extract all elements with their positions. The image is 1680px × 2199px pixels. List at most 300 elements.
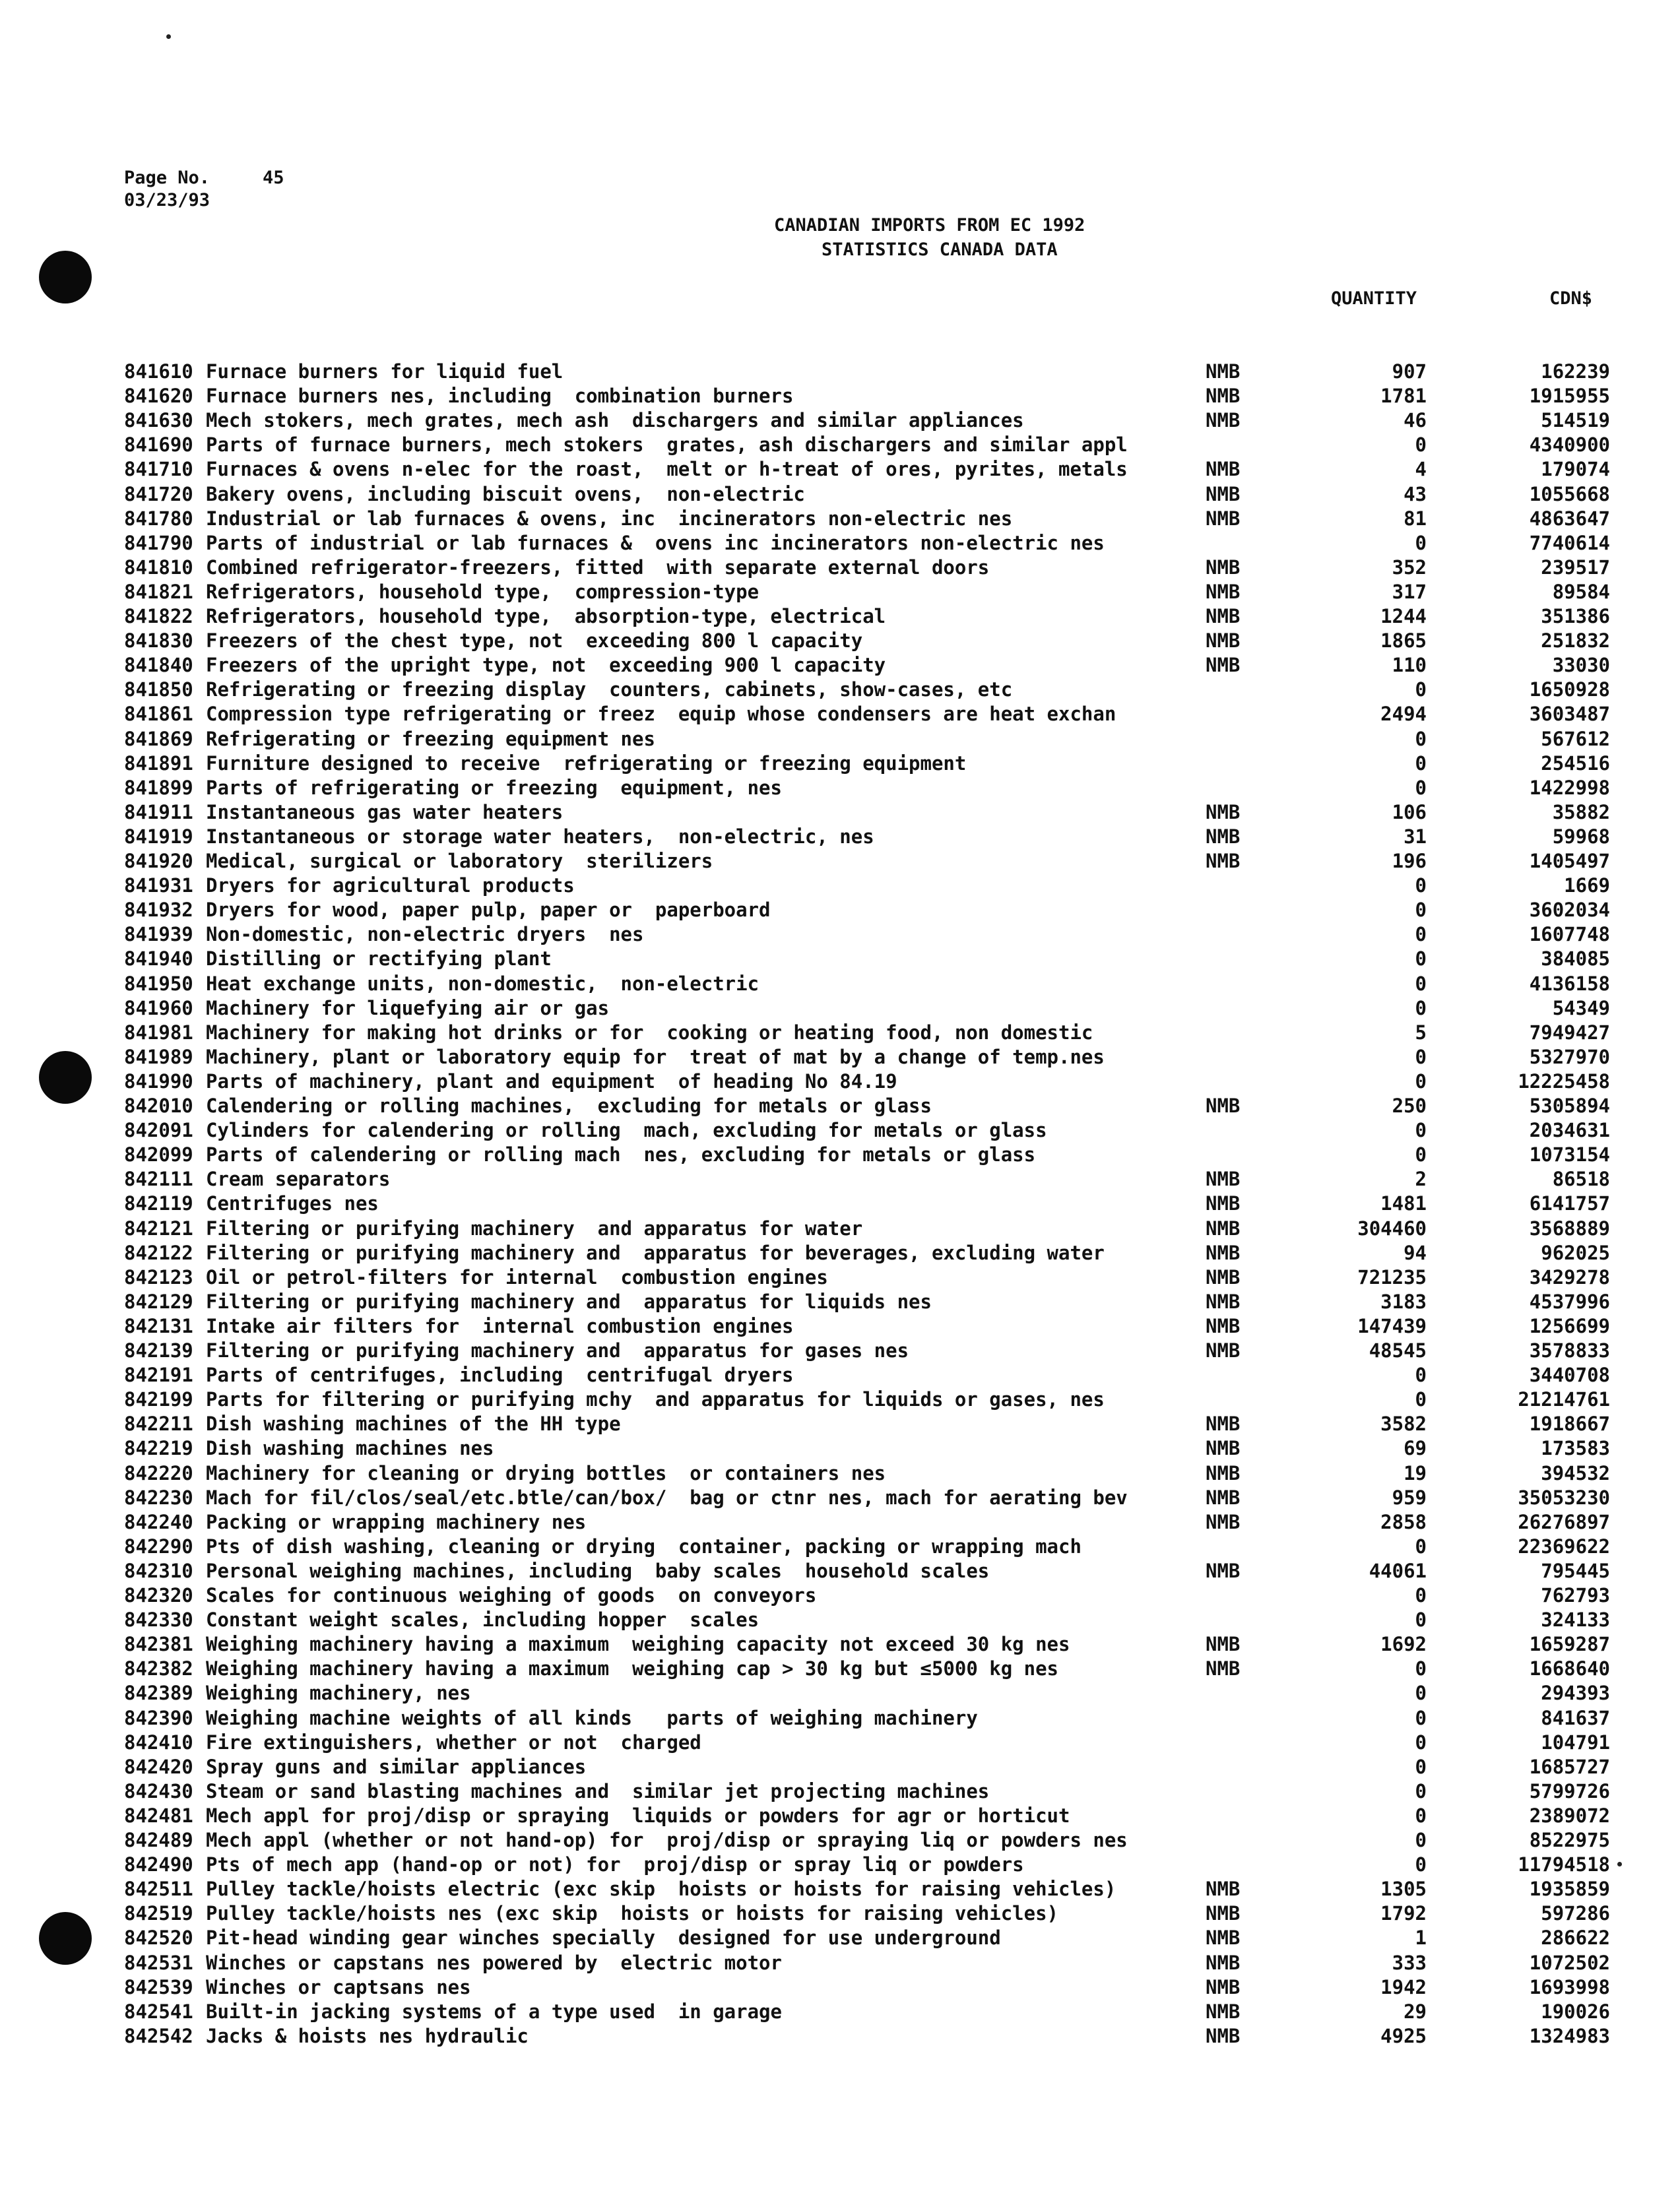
hs-code: 842220 (124, 1461, 193, 1484)
item-description: Combined refrigerator-freezers, fitted with separate external doors (206, 556, 990, 579)
value-cdn: 35053230 (1518, 1486, 1610, 1509)
value-cdn: 1915955 (1529, 385, 1610, 408)
item-description: Pit-head winding gear winches specially designed for use underground (206, 1927, 1001, 1950)
table-row (0, 1853, 1680, 1877)
value-cdn: 3602034 (1529, 899, 1610, 922)
unit: NMB (1206, 1510, 1241, 1533)
unit: NMB (1206, 556, 1241, 579)
page-number-label: Page No. (124, 168, 210, 188)
item-description: Pulley tackle/hoists electric (exc skip hoists or hoists for raising vehicles) (206, 1878, 1116, 1901)
value-cdn: 54349 (1552, 996, 1610, 1019)
table-row (0, 996, 1680, 1021)
quantity: 0 (1415, 433, 1427, 457)
item-description: Refrigerating or freezing display counters, cabinets, show-cases, etc (206, 678, 1013, 701)
column-header-cdn: CDN$ (1549, 288, 1593, 309)
hs-code: 842211 (124, 1413, 193, 1436)
hs-code: 841840 (124, 654, 193, 677)
quantity: 0 (1415, 1045, 1427, 1068)
quantity: 907 (1392, 360, 1427, 383)
value-cdn: 8522975 (1529, 1829, 1610, 1851)
value-cdn: 1685727 (1529, 1755, 1610, 1778)
value-cdn: 3429278 (1529, 1265, 1610, 1289)
quantity: 0 (1415, 972, 1427, 995)
table-row (0, 1045, 1680, 1069)
item-description: Mech appl for proj/disp or spraying liquids or powders for agr or horticut (206, 1804, 1070, 1827)
quantity: 0 (1415, 1706, 1427, 1729)
item-description: Instantaneous gas water heaters (206, 800, 564, 823)
table-row (0, 1363, 1680, 1387)
quantity: 1942 (1380, 1975, 1427, 1998)
hs-code: 842091 (124, 1119, 193, 1142)
hs-code: 842010 (124, 1095, 193, 1117)
item-description: Filtering or purifying machinery and apparatus for liquids nes (206, 1290, 932, 1313)
hs-code: 841610 (124, 360, 193, 383)
quantity: 48545 (1369, 1339, 1427, 1362)
value-cdn: 962025 (1541, 1241, 1610, 1264)
table-row (0, 1387, 1680, 1412)
item-description: Winches or captsans nes (206, 1975, 471, 1998)
value-cdn: 6141757 (1529, 1192, 1610, 1215)
hs-code: 842320 (124, 1584, 193, 1607)
value-cdn: 351386 (1541, 605, 1610, 627)
value-cdn: 5327970 (1529, 1045, 1610, 1068)
value-cdn: 239517 (1541, 556, 1610, 579)
item-description: Medical, surgical or laboratory sterilizers (206, 850, 713, 872)
quantity: 0 (1415, 1535, 1427, 1558)
quantity: 43 (1404, 482, 1427, 505)
hs-code: 842240 (124, 1510, 193, 1533)
quantity: 19 (1404, 1461, 1427, 1484)
item-description: Machinery for making hot drinks or for cooking or heating food, non domestic (206, 1021, 1093, 1044)
hs-code: 842131 (124, 1314, 193, 1337)
item-description: Machinery, plant or laboratory equip for treat of mat by a change of temp.nes (206, 1045, 1105, 1068)
unit: NMB (1206, 1902, 1241, 1925)
quantity: 0 (1415, 947, 1427, 971)
quantity: 46 (1404, 409, 1427, 432)
value-cdn: 1607748 (1529, 923, 1610, 946)
quantity: 250 (1392, 1095, 1427, 1117)
quantity: 0 (1415, 1755, 1427, 1778)
quantity: 1305 (1380, 1878, 1427, 1901)
table-row (0, 727, 1680, 751)
value-cdn: 1055668 (1529, 482, 1610, 505)
item-description: Pulley tackle/hoists nes (exc skip hoists or hoists for raising vehicles) (206, 1902, 1059, 1925)
value-cdn: 7740614 (1529, 531, 1610, 554)
table-row (0, 482, 1680, 507)
item-description: Weighing machinery, nes (206, 1682, 471, 1705)
table-row (0, 408, 1680, 433)
hs-code: 841931 (124, 874, 193, 897)
table-row (0, 1314, 1680, 1339)
quantity: 0 (1415, 1584, 1427, 1607)
item-description: Pts of dish washing, cleaning or drying container, packing or wrapping mach (206, 1535, 1082, 1558)
item-description: Weighing machinery having a maximum weighing cap > 30 kg but ≤5000 kg nes (206, 1657, 1059, 1680)
quantity: 959 (1392, 1486, 1427, 1509)
hs-code: 842520 (124, 1927, 193, 1950)
quantity: 1781 (1380, 385, 1427, 408)
hs-code: 842489 (124, 1829, 193, 1851)
table-row (0, 531, 1680, 556)
quantity: 0 (1415, 751, 1427, 775)
hs-code: 842539 (124, 1975, 193, 1998)
quantity: 333 (1392, 1951, 1427, 1974)
table-row (0, 1118, 1680, 1143)
table-row (0, 457, 1680, 482)
hs-code: 842191 (124, 1364, 193, 1387)
value-cdn: 11794518 (1518, 1853, 1610, 1876)
quantity: 0 (1415, 776, 1427, 799)
table-row (0, 1755, 1680, 1779)
quantity: 317 (1392, 580, 1427, 603)
quantity: 2 (1415, 1168, 1427, 1191)
value-cdn: 1256699 (1529, 1314, 1610, 1337)
value-cdn: 1422998 (1529, 776, 1610, 799)
quantity: 69 (1404, 1437, 1427, 1460)
hs-code: 841690 (124, 433, 193, 457)
quantity: 4 (1415, 458, 1427, 481)
hs-code: 842511 (124, 1878, 193, 1901)
quantity: 0 (1415, 874, 1427, 897)
value-cdn: 104791 (1541, 1731, 1610, 1754)
item-description: Furnace burners nes, including combination burners (206, 385, 794, 408)
quantity: 31 (1404, 825, 1427, 848)
quantity: 1 (1415, 1927, 1427, 1950)
item-description: Compression type refrigerating or freez equip whose condensers are heat exchan (206, 703, 1116, 726)
value-cdn: 86518 (1552, 1168, 1610, 1191)
quantity: 94 (1404, 1241, 1427, 1264)
quantity: 0 (1415, 1364, 1427, 1387)
hs-code: 841822 (124, 605, 193, 627)
unit: NMB (1206, 1878, 1241, 1901)
column-header-quantity: QUANTITY (1331, 288, 1417, 309)
unit: NMB (1206, 507, 1241, 530)
value-cdn: 12225458 (1518, 1069, 1610, 1093)
unit: NMB (1206, 1241, 1241, 1264)
value-cdn: 1935859 (1529, 1878, 1610, 1901)
table-row (0, 1412, 1680, 1436)
table-row (0, 898, 1680, 922)
value-cdn: 567612 (1541, 727, 1610, 750)
hs-code: 842199 (124, 1388, 193, 1411)
table-row (0, 800, 1680, 825)
hs-code: 842123 (124, 1265, 193, 1289)
unit: NMB (1206, 1975, 1241, 1998)
unit: NMB (1206, 1095, 1241, 1117)
item-description: Mech stokers, mech grates, mech ash dischargers and similar appliances (206, 409, 1024, 432)
table-row (0, 433, 1680, 457)
item-description: Cream separators (206, 1168, 391, 1191)
table-row (0, 874, 1680, 898)
quantity: 0 (1415, 1388, 1427, 1411)
hs-code: 841981 (124, 1021, 193, 1044)
quantity: 0 (1415, 1853, 1427, 1876)
hs-code: 841939 (124, 923, 193, 946)
item-description: Machinery for cleaning or drying bottles or containers nes (206, 1461, 886, 1484)
quantity: 1865 (1380, 629, 1427, 653)
hs-code: 842290 (124, 1535, 193, 1558)
hs-code: 841919 (124, 825, 193, 848)
item-description: Scales for continuous weighing of goods on conveyors (206, 1584, 817, 1607)
table-row (0, 384, 1680, 408)
item-description: Refrigerating or freezing equipment nes (206, 727, 655, 750)
quantity: 1244 (1380, 605, 1427, 627)
item-description: Dryers for wood, paper pulp, paper or paperboard (206, 899, 771, 922)
hs-code: 841821 (124, 580, 193, 603)
item-description: Personal weighing machines, including baby scales household scales (206, 1559, 990, 1582)
quantity: 0 (1415, 1779, 1427, 1802)
hs-code: 842310 (124, 1559, 193, 1582)
quantity: 0 (1415, 531, 1427, 554)
unit: NMB (1206, 850, 1241, 872)
value-cdn: 762793 (1541, 1584, 1610, 1607)
value-cdn: 294393 (1541, 1682, 1610, 1705)
hs-code: 841911 (124, 800, 193, 823)
unit: NMB (1206, 1927, 1241, 1950)
hs-code: 842139 (124, 1339, 193, 1362)
hs-code: 842531 (124, 1951, 193, 1974)
quantity: 0 (1415, 899, 1427, 922)
item-description: Jacks & hoists nes hydraulic (206, 2024, 529, 2047)
item-description: Weighing machinery having a maximum weighing capacity not exceed 30 kg nes (206, 1633, 1070, 1656)
item-description: Parts of furnace burners, mech stokers grates, ash dischargers and similar appl (206, 433, 1128, 457)
table-row (0, 1436, 1680, 1461)
table-row (0, 1143, 1680, 1167)
quantity: 106 (1392, 800, 1427, 823)
unit: NMB (1206, 580, 1241, 603)
hs-code: 842219 (124, 1437, 193, 1460)
value-cdn: 1072502 (1529, 1951, 1610, 1974)
item-description: Oil or petrol-filters for internal combustion engines (206, 1265, 828, 1289)
value-cdn: 4136158 (1529, 972, 1610, 995)
item-description: Packing or wrapping machinery nes (206, 1510, 587, 1533)
item-description: Filtering or purifying machinery and apparatus for beverages, excluding water (206, 1241, 1105, 1264)
value-cdn: 3568889 (1529, 1217, 1610, 1240)
quantity: 4925 (1380, 2024, 1427, 2047)
unit: NMB (1206, 1951, 1241, 1974)
item-description: Freezers of the upright type, not exceeding 900 l capacity (206, 654, 886, 677)
item-description: Parts of industrial or lab furnaces & ovens inc incinerators non-electric nes (206, 531, 1105, 554)
quantity: 0 (1415, 1731, 1427, 1754)
hs-code: 841710 (124, 458, 193, 481)
table-row (0, 1877, 1680, 1901)
table-row (0, 947, 1680, 971)
item-description: Dish washing machines nes (206, 1437, 494, 1460)
value-cdn: 1324983 (1529, 2024, 1610, 2047)
hs-code: 842099 (124, 1143, 193, 1166)
table-row (0, 1608, 1680, 1632)
hs-code: 841891 (124, 751, 193, 775)
hs-code: 841620 (124, 385, 193, 408)
table-row (0, 1192, 1680, 1216)
item-description: Parts of centrifuges, including centrifugal dryers (206, 1364, 794, 1387)
table-row (0, 360, 1680, 384)
value-cdn: 5799726 (1529, 1779, 1610, 1802)
hs-code: 841989 (124, 1045, 193, 1068)
item-description: Industrial or lab furnaces & ovens, inc incinerators non-electric nes (206, 507, 1013, 530)
hs-code: 842420 (124, 1755, 193, 1778)
hs-code: 841830 (124, 629, 193, 653)
item-description: Refrigerators, household type, compression-type (206, 580, 759, 603)
item-description: Intake air filters for internal combustion engines (206, 1314, 794, 1337)
value-cdn: 1918667 (1529, 1413, 1610, 1436)
unit: NMB (1206, 1314, 1241, 1337)
value-cdn: 2389072 (1529, 1804, 1610, 1827)
item-description: Distilling or rectifying plant (206, 947, 552, 971)
item-description: Steam or sand blasting machines and similar jet projecting machines (206, 1779, 990, 1802)
hs-code: 842121 (124, 1217, 193, 1240)
hs-code: 842541 (124, 2000, 193, 2023)
unit: NMB (1206, 360, 1241, 383)
quantity: 0 (1415, 1609, 1427, 1632)
hs-code: 841940 (124, 947, 193, 971)
unit: NMB (1206, 1413, 1241, 1436)
report-subtitle: STATISTICS CANADA DATA (822, 239, 1058, 260)
unit: NMB (1206, 654, 1241, 677)
unit: NMB (1206, 1339, 1241, 1362)
table-row (0, 1339, 1680, 1363)
table-row (0, 1681, 1680, 1705)
quantity: 0 (1415, 1829, 1427, 1851)
quantity: 304460 (1357, 1217, 1427, 1240)
unit: NMB (1206, 1290, 1241, 1313)
quantity: 0 (1415, 1069, 1427, 1093)
unit: NMB (1206, 629, 1241, 653)
item-description: Parts of refrigerating or freezing equipment, nes (206, 776, 782, 799)
table-row (0, 1926, 1680, 1950)
quantity: 352 (1392, 556, 1427, 579)
table-row (0, 1975, 1680, 2000)
hs-code: 842410 (124, 1731, 193, 1754)
item-description: Spray guns and similar appliances (206, 1755, 587, 1778)
table-row (0, 1241, 1680, 1265)
hs-code: 842122 (124, 1241, 193, 1264)
item-description: Parts of calendering or rolling mach nes, excluding for metals or glass (206, 1143, 1036, 1166)
value-cdn: 251832 (1541, 629, 1610, 653)
hs-code: 841960 (124, 996, 193, 1019)
quantity: 3183 (1380, 1290, 1427, 1313)
table-row (0, 1901, 1680, 1926)
value-cdn: 26276897 (1518, 1510, 1610, 1533)
table-row (0, 972, 1680, 996)
table-row (0, 1510, 1680, 1535)
value-cdn: 3578833 (1529, 1339, 1610, 1362)
value-cdn: 22369622 (1518, 1535, 1610, 1558)
item-description: Mach for fil/clos/seal/etc.btle/can/box/ bag or ctnr nes, mach for aerating bev (206, 1486, 1128, 1509)
hs-code: 842542 (124, 2024, 193, 2047)
value-cdn: 173583 (1541, 1437, 1610, 1460)
unit: NMB (1206, 1265, 1241, 1289)
quantity: 81 (1404, 507, 1427, 530)
table-row (0, 1069, 1680, 1094)
quantity: 0 (1415, 923, 1427, 946)
item-description: Parts of machinery, plant and equipment of heading No 84.19 (206, 1069, 897, 1093)
table-row (0, 1779, 1680, 1804)
value-cdn: 384085 (1541, 947, 1610, 971)
hs-code: 841780 (124, 507, 193, 530)
item-description: Centrifuges nes (206, 1192, 379, 1215)
unit: NMB (1206, 1559, 1241, 1582)
value-cdn: 7949427 (1529, 1021, 1610, 1044)
table-row (0, 580, 1680, 604)
quantity: 1481 (1380, 1192, 1427, 1215)
quantity: 147439 (1357, 1314, 1427, 1337)
value-cdn: 795445 (1541, 1559, 1610, 1582)
table-row (0, 1167, 1680, 1192)
item-description: Machinery for liquefying air or gas (206, 996, 610, 1019)
hs-code: 841630 (124, 409, 193, 432)
table-row (0, 1290, 1680, 1314)
value-cdn: 597286 (1541, 1902, 1610, 1925)
table-row (0, 678, 1680, 702)
table-row (0, 1706, 1680, 1731)
report-title: CANADIAN IMPORTS FROM EC 1992 (774, 215, 1085, 236)
hs-code: 842381 (124, 1633, 193, 1656)
quantity: 0 (1415, 996, 1427, 1019)
item-description: Calendering or rolling machines, excluding for metals or glass (206, 1095, 932, 1117)
hs-code: 842390 (124, 1706, 193, 1729)
table-row (0, 1632, 1680, 1657)
quantity: 0 (1415, 1804, 1427, 1827)
table-row (0, 1731, 1680, 1755)
quantity: 0 (1415, 727, 1427, 750)
table-row (0, 1657, 1680, 1681)
hs-code: 842490 (124, 1853, 193, 1876)
item-description: Furnaces & ovens n-elec for the roast, melt or h-treat of ores, pyrites, metals (206, 458, 1128, 481)
value-cdn: 4537996 (1529, 1290, 1610, 1313)
hs-code: 842129 (124, 1290, 193, 1313)
unit: NMB (1206, 458, 1241, 481)
unit: NMB (1206, 1461, 1241, 1484)
hs-code: 842230 (124, 1486, 193, 1509)
item-description: Filtering or purifying machinery and apparatus for gases nes (206, 1339, 909, 1362)
table-row (0, 1535, 1680, 1559)
quantity: 44061 (1369, 1559, 1427, 1582)
unit: NMB (1206, 1486, 1241, 1509)
value-cdn: 35882 (1552, 800, 1610, 823)
unit: NMB (1206, 1168, 1241, 1191)
unit: NMB (1206, 482, 1241, 505)
table-row (0, 1486, 1680, 1510)
item-description: Bakery ovens, including biscuit ovens, non-electric (206, 482, 805, 505)
hs-code: 842119 (124, 1192, 193, 1215)
value-cdn: 1668640 (1529, 1657, 1610, 1680)
hs-code: 841899 (124, 776, 193, 799)
value-cdn: 286622 (1541, 1927, 1610, 1950)
unit: NMB (1206, 1217, 1241, 1240)
unit: NMB (1206, 385, 1241, 408)
quantity: 0 (1415, 1119, 1427, 1142)
table-row (0, 1804, 1680, 1828)
table-row (0, 776, 1680, 800)
table-row (0, 1583, 1680, 1608)
table-row (0, 2000, 1680, 2024)
value-cdn: 89584 (1552, 580, 1610, 603)
unit: NMB (1206, 409, 1241, 432)
table-row (0, 507, 1680, 531)
value-cdn: 33030 (1552, 654, 1610, 677)
report-date: 03/23/93 (124, 190, 210, 210)
value-cdn: 841637 (1541, 1706, 1610, 1729)
table-row (0, 556, 1680, 580)
value-cdn: 394532 (1541, 1461, 1610, 1484)
hs-code: 842111 (124, 1168, 193, 1191)
hs-code: 841869 (124, 727, 193, 750)
table-row (0, 922, 1680, 947)
table-row (0, 1828, 1680, 1853)
quantity: 0 (1415, 1682, 1427, 1705)
item-description: Dryers for agricultural products (206, 874, 575, 897)
table-row (0, 1094, 1680, 1118)
